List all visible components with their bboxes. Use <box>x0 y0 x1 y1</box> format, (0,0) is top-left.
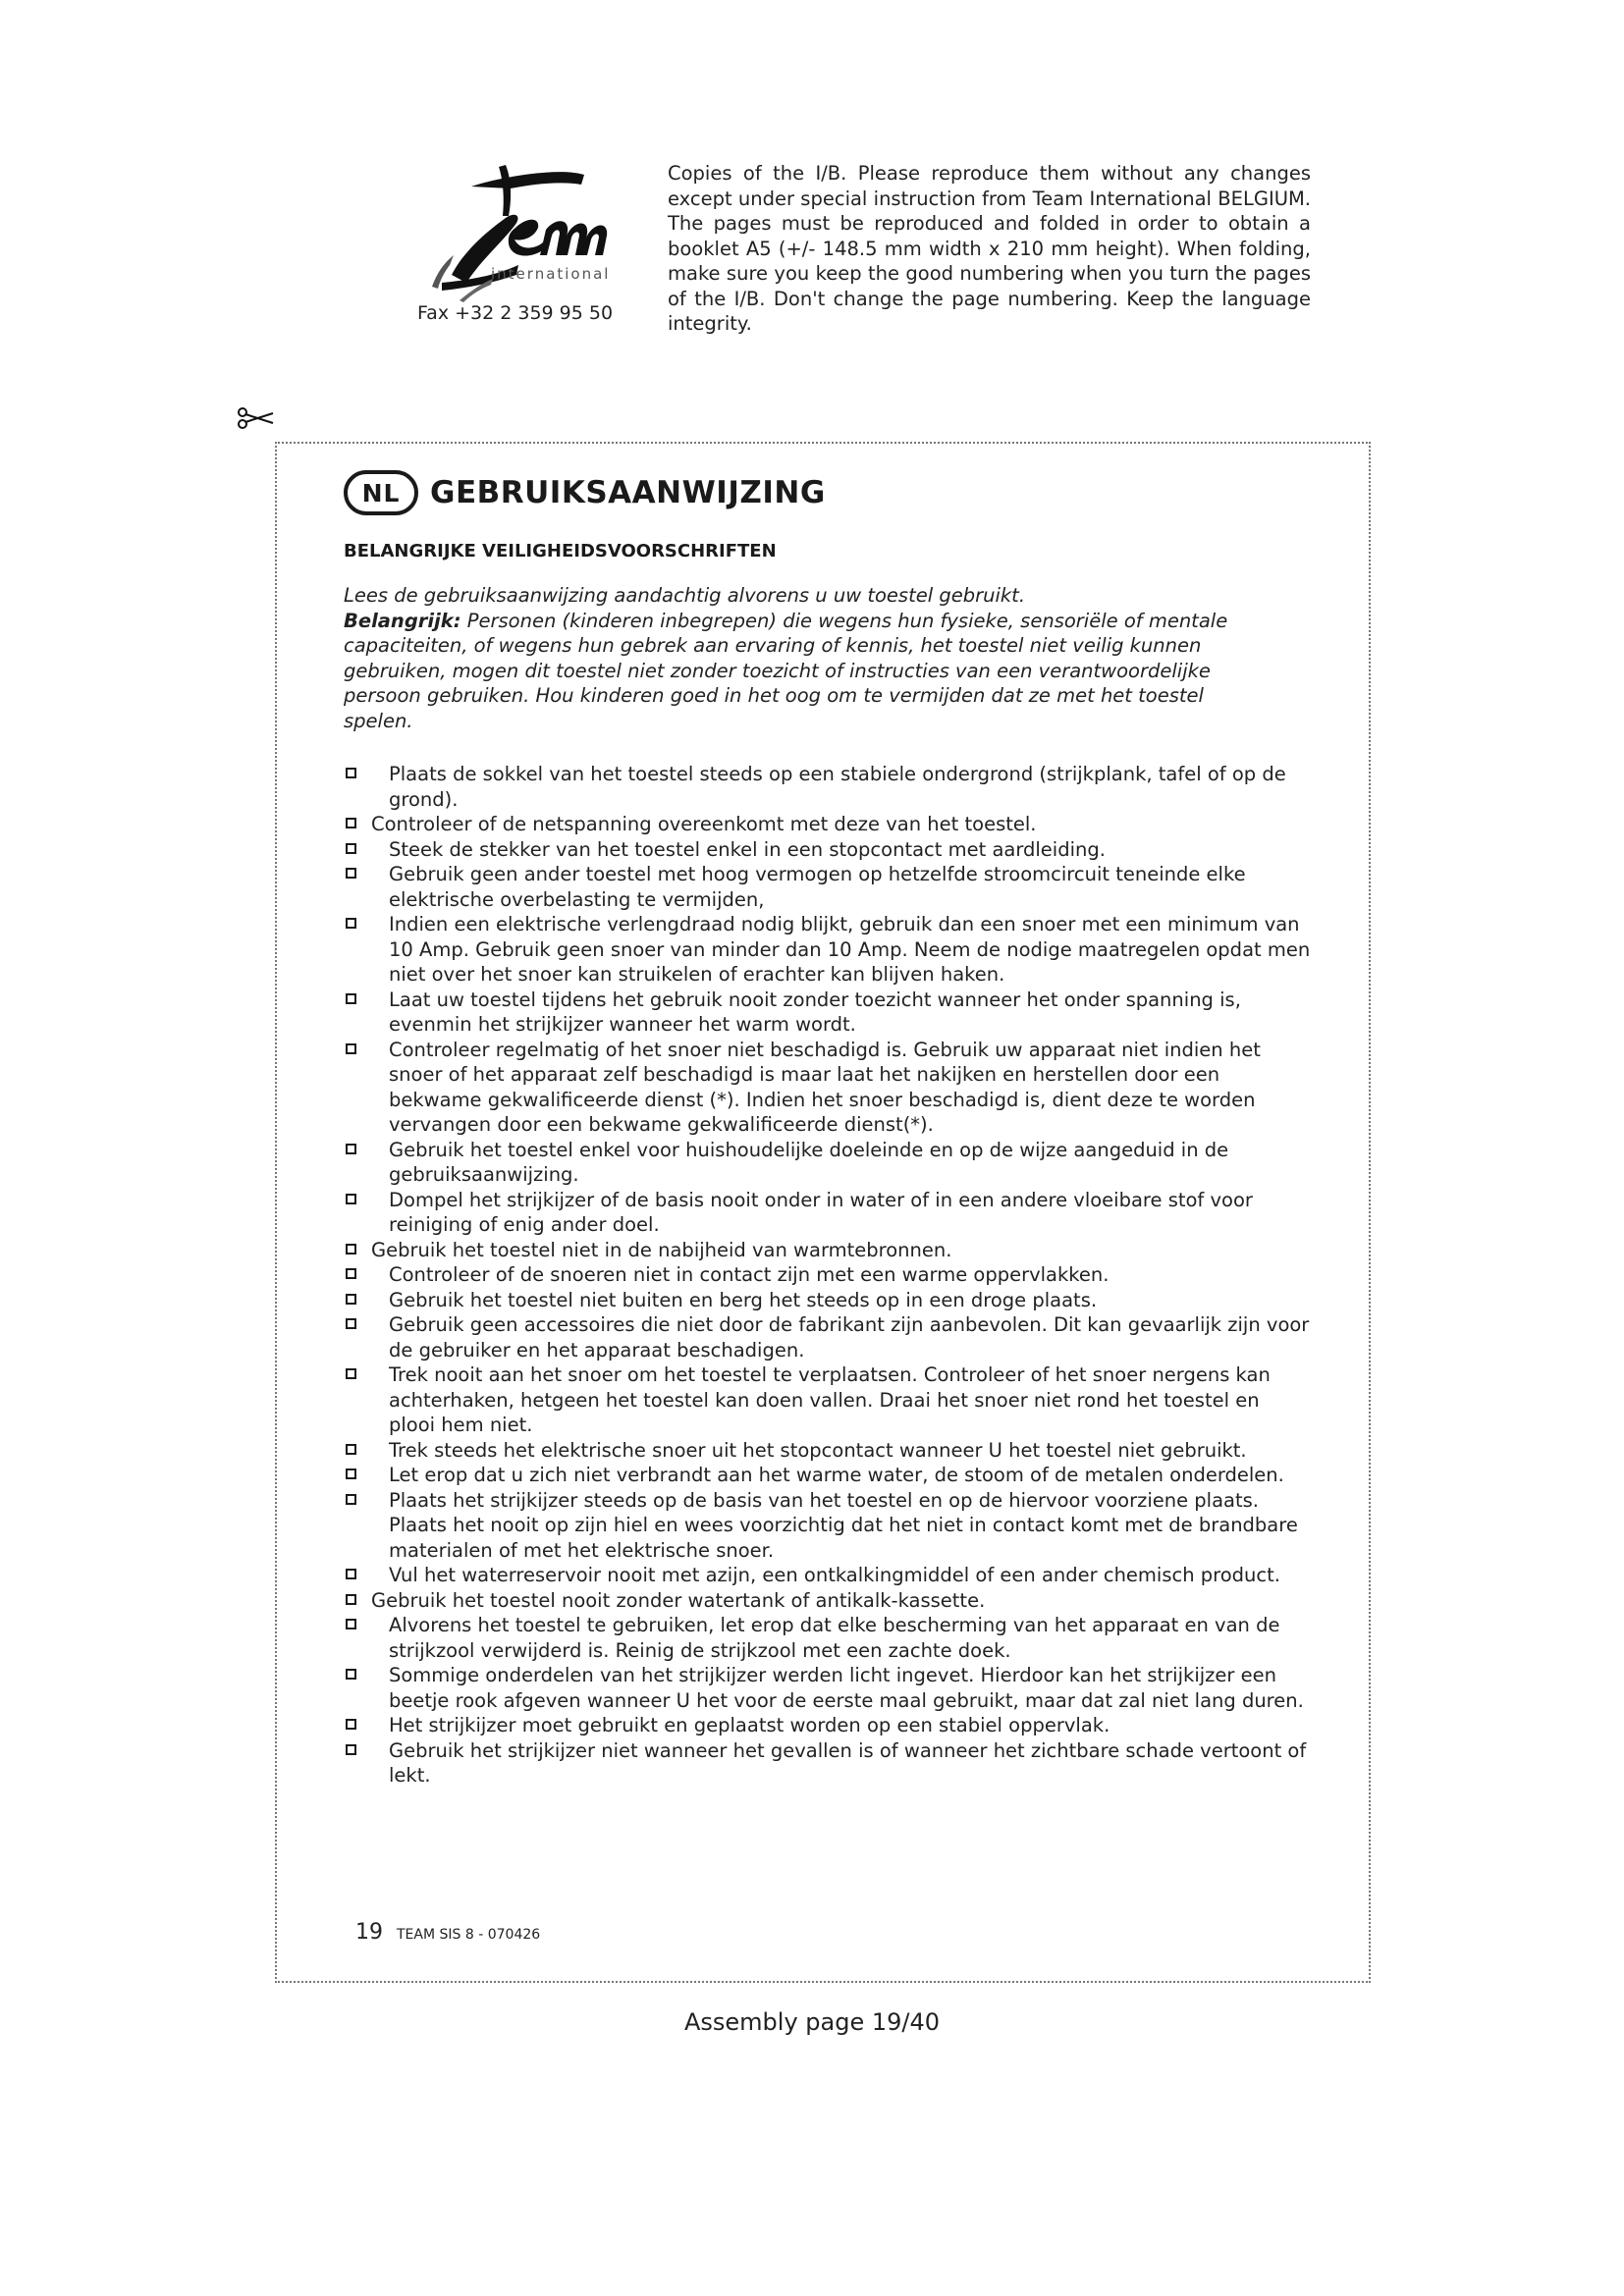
list-item <box>344 837 1311 863</box>
reproduction-note: Copies of the I/B. Please reproduce them without any changes except under special instruction from Team International BELGIUM. The pages must be reproduced and folded in order to obtain a booklet A5 (+/- 148.5 mm width x 210 mm height). When folding, make sure you keep the good numbering when you turn the pages of the I/B. Don't change the page numbering. Keep the language integrity. <box>668 162 1311 335</box>
list-item <box>344 1238 1311 1263</box>
list-item-text: Gebruik het strijkijzer niet wanneer het gevallen is of wanneer het zichtbare schade vertoont of lekt. <box>389 1738 1307 1787</box>
checkbox-bullet-icon <box>346 1194 356 1204</box>
list-item-text: Steek de stekker van het toestel enkel in een stopcontact met aardleiding. <box>389 837 1106 861</box>
checkbox-bullet-icon <box>346 1244 356 1255</box>
language-badge: NL <box>344 470 418 515</box>
checkbox-bullet-icon <box>346 1368 356 1379</box>
checkbox-bullet-icon <box>346 993 356 1004</box>
checkbox-bullet-icon <box>346 768 356 778</box>
list-item-text: Plaats de sokkel van het toestel steeds op een stabiele ondergrond (strijkplank, tafel of op de grond). <box>389 763 1286 811</box>
list-item <box>344 1038 1311 1138</box>
list-item <box>344 1312 1311 1362</box>
list-item-text: Controleer of de snoeren niet in contact zijn met een warme oppervlakken. <box>389 1263 1110 1286</box>
list-item-text: Indien een elektrische verlengdraad nodig blijkt, gebruik dan een snoer met een minimum van 10 Amp. Gebruik geen snoer van minder dan 10 Amp. Neem de nodige maatregelen opdat men niet over het snoer kan struikelen of erachter kan blijven haken. <box>389 913 1311 986</box>
list-item-text: Controleer regelmatig of het snoer niet beschadigd is. Gebruik uw apparaat niet indien het snoer of het apparaat zelf beschadigd is maar laat het nakijken en herstellen door een bekwame gekwalificeerde dienst (*). Indien het snoer beschadigd is, dient deze te worden vervangen door een bekwame gekwalificeerde dienst(*). <box>389 1038 1261 1136</box>
checkbox-bullet-icon <box>346 1494 356 1505</box>
list-item-text: Gebruik het toestel enkel voor huishoudelijke doeleinde en op de wijze aangeduid in de gebruiksaanwijzing. <box>389 1138 1229 1186</box>
list-item <box>344 1588 1311 1614</box>
list-item-text: Gebruik het toestel niet buiten en berg het steeds op in een droge plaats. <box>389 1288 1098 1311</box>
list-item <box>344 1362 1311 1438</box>
checkbox-bullet-icon <box>346 1719 356 1730</box>
checkbox-bullet-icon <box>346 1468 356 1479</box>
list-item <box>344 1663 1311 1713</box>
list-item-text: Controleer of de netspanning overeenkomt met deze van het toestel. <box>371 813 1037 835</box>
important-text: Personen (kinderen inbegrepen) die wegens hun fysieke, sensoriële of mentale capaciteiten, of wegens hun gebrek aan ervaring of kennis, het toestel niet veilig kunnen gebruiken, mogen dit toestel niet zonder toezicht of instructies van een verantwoordelijke persoon gebruiken. Hou kinderen goed in het oog om te vermijden dat ze met het toestel spelen. <box>344 609 1228 732</box>
list-item <box>344 1563 1311 1588</box>
list-item-text: Gebruik het toestel niet in de nabijheid van warmtebronnen. <box>371 1238 952 1261</box>
checkbox-bullet-icon <box>346 1444 356 1455</box>
checkbox-bullet-icon <box>346 1294 356 1305</box>
intro-line: Lees de gebruiksaanwijzing aandachtig alvorens u uw toestel gebruikt. <box>344 584 1026 607</box>
list-item-text: Vul het waterreservoir nooit met azijn, een ontkalkingmiddel of een ander chemisch product. <box>389 1564 1280 1586</box>
list-item <box>344 1262 1311 1288</box>
checkbox-bullet-icon <box>346 818 356 828</box>
checkbox-bullet-icon <box>346 1268 356 1279</box>
checkbox-bullet-icon <box>346 1043 356 1054</box>
list-item-text: Dompel het strijkijzer of de basis nooit onder in water of in een andere vloeibare stof voor reiniging of enig ander doel. <box>389 1188 1253 1236</box>
list-item <box>344 988 1311 1038</box>
page-number: 19 <box>355 1920 383 1945</box>
checkbox-bullet-icon <box>346 1594 356 1605</box>
list-item <box>344 1138 1311 1188</box>
list-item <box>344 1288 1311 1313</box>
checkbox-bullet-icon <box>346 1144 356 1154</box>
important-paragraph <box>344 609 1257 734</box>
fax-number: Fax +32 2 359 95 50 <box>417 302 614 324</box>
checkbox-bullet-icon <box>346 1744 356 1755</box>
checkbox-bullet-icon <box>346 1569 356 1579</box>
list-item-text: Gebruik het toestel nooit zonder watertank of antikalk-kassette. <box>371 1588 986 1612</box>
intro-text <box>344 583 1257 733</box>
list-item <box>344 1488 1311 1564</box>
page-footer <box>355 1920 540 1945</box>
important-label: Belangrijk: <box>344 609 461 632</box>
document-code: TEAM SIS 8 - 070426 <box>397 1927 541 1943</box>
page-title: GEBRUIKSAANWIJZING <box>430 475 826 510</box>
list-item-text: Laat uw toestel tijdens het gebruik nooit zonder toezicht wanneer het onder spanning is, evenmin het strijkijzer wanneer het warm wordt. <box>389 988 1241 1036</box>
manual-title-row <box>344 468 826 517</box>
checkbox-bullet-icon <box>346 1318 356 1329</box>
list-item-text: Alvorens het toestel te gebruiken, let erop dat elke bescherming van het apparaat en van de strijkzool verwijderd is. Reinig de strijkzool met een zachte doek. <box>389 1614 1280 1662</box>
list-item-text: Sommige onderdelen van het strijkijzer werden licht ingevet. Hierdoor kan het strijkijzer een beetje rook afgeven wanneer U het voor de eerste maal gebruikt, maar dat zal niet lang duren. <box>389 1664 1304 1712</box>
list-item <box>344 1738 1311 1789</box>
list-item <box>344 1188 1311 1238</box>
list-item-text: Let erop dat u zich niet verbrandt aan het warme water, de stoom of de metalen onderdelen. <box>389 1464 1284 1486</box>
team-logo <box>412 157 619 304</box>
list-item <box>344 1463 1311 1488</box>
list-item-text: Het strijkijzer moet gebruikt en geplaatst worden op een stabiel oppervlak. <box>389 1714 1110 1736</box>
list-item <box>344 762 1311 812</box>
list-item <box>344 1438 1311 1464</box>
list-item-text: Trek steeds het elektrische snoer uit het stopcontact wanneer U het toestel niet gebruikt. <box>389 1438 1247 1462</box>
scissors-icon <box>236 406 275 430</box>
list-item <box>344 1713 1311 1738</box>
svg-text:international: international <box>491 265 611 283</box>
checkbox-bullet-icon <box>346 868 356 879</box>
checkbox-bullet-icon <box>346 918 356 929</box>
assembly-page-label: Assembly page 19/40 <box>683 2008 941 2036</box>
list-item-text: Gebruik geen ander toestel met hoog vermogen op hetzelfde stroomcircuit teneinde elke elektrische overbelasting te vermijden, <box>389 863 1246 911</box>
list-item <box>344 862 1311 912</box>
checkbox-bullet-icon <box>346 1669 356 1680</box>
list-item <box>344 912 1311 988</box>
list-item <box>344 1613 1311 1663</box>
checkbox-bullet-icon <box>346 1619 356 1629</box>
safety-instructions-list <box>344 762 1311 1789</box>
list-item-text: Trek nooit aan het snoer om het toestel te verplaatsen. Controleer of het snoer nergens kan achterhaken, hetgeen het toestel kan doen vallen. Draai het snoer niet rond het toestel en plooi hem niet. <box>389 1363 1271 1436</box>
section-heading: BELANGRIJKE VEILIGHEIDSVOORSCHRIFTEN <box>344 541 777 561</box>
list-item-text: Gebruik geen accessoires die niet door de fabrikant zijn aanbevolen. Dit kan gevaarlijk zijn voor de gebruiker en het apparaat beschadigen. <box>389 1313 1310 1362</box>
checkbox-bullet-icon <box>346 843 356 854</box>
list-item <box>344 812 1311 837</box>
team-logo-icon <box>412 157 619 304</box>
list-item-text: Plaats het strijkijzer steeds op de basis van het toestel en op de hiervoor voorziene plaats. Plaats het nooit op zijn hiel en wees voorzichtig dat het niet in contact komt met de brandbare materialen of met het elektrische snoer. <box>389 1488 1298 1562</box>
